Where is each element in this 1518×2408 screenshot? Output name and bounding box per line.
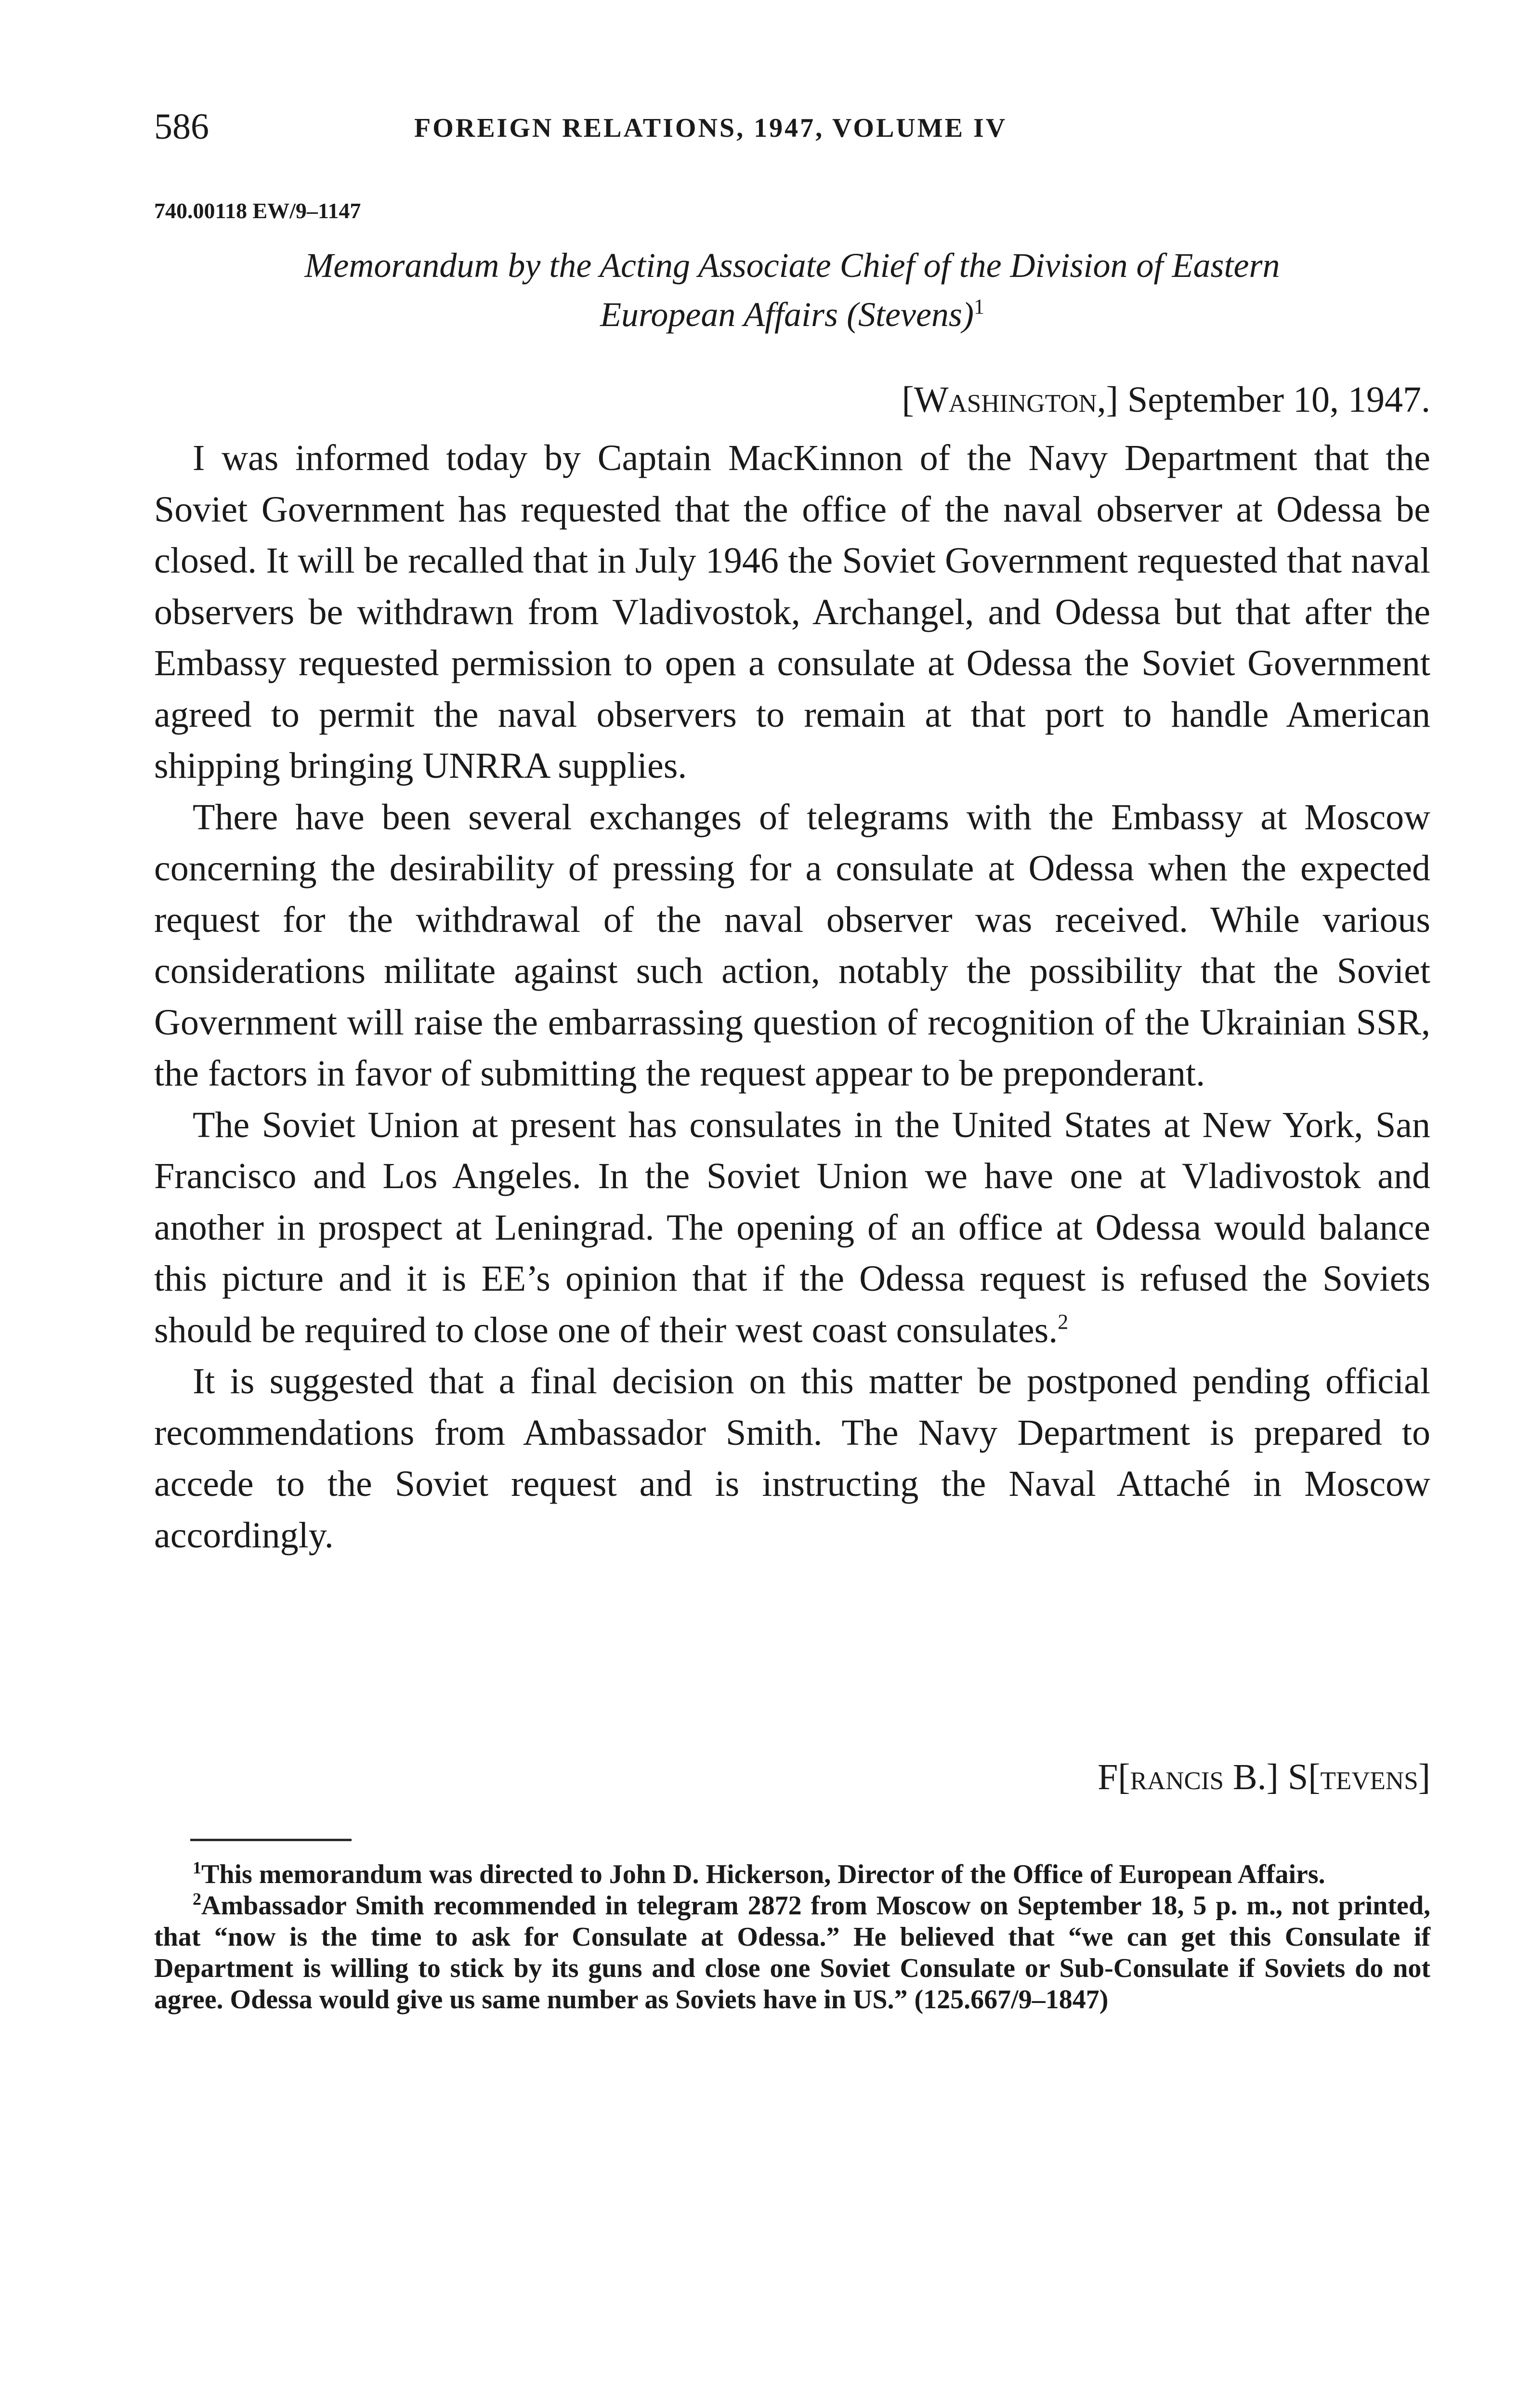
footnote-item [154,1859,1430,1890]
dateline-place: Washington [914,380,1097,420]
dateline-bracket: [ [902,380,914,420]
footnote-ref-1: 1 [973,295,984,318]
document-title [154,241,1430,339]
body-paragraph: There have been several exchanges of telegrams with the Embassy at Moscow concerning the desirability of pressing for a consulate at Odessa when the expected request for the withdrawal of the naval observer was received. While various considerations militate against such action, notably the possibility that the Soviet Government will raise the embarrassing question of recognition of the Ukrainian SSR, the factors in favor of submitting the request appear to be preponderant. [154,797,1430,1094]
memorandum-body [154,432,1430,1561]
footnote-text: This memorandum was directed to John D. Hickerson, Director of the Office of European Affairs. [201,1859,1325,1889]
footnote-text: Ambassador Smith recommended in telegram 2872 from Moscow on September 18, 5 p. m., not printed, that “now is the time to ask for Consulate at Odessa.” He believed that “we can get this Consulate if Department is willing to stick by its guns and close one Soviet Consulate or Sub-Consulate if Soviets do not agree. Odessa would give us same number as Soviets have in US.” (125.667/9–1847) [154,1891,1430,2015]
footnote-marker: 2 [193,1889,201,1909]
page-header [154,105,1426,148]
footnotes [154,1859,1430,2015]
page-number: 586 [154,106,209,147]
dateline [154,376,1430,424]
title-line-1: Memorandum by the Acting Associate Chief of the Division of Eastern [304,246,1280,285]
body-paragraph: I was informed today by Captain MacKinnon of the Navy Department that the Soviet Government has requested that the office of the naval observer at Odessa be closed. It will be recalled that in July 1946 the Soviet Government requested that naval observers be withdrawn from Vladivostok, Archangel, and Odessa but that after the Embassy requested permission to open a consulate at Odessa the Soviet Government agreed to permit the naval observers to remain at that port to handle American shipping bringing UNRRA supplies. [154,438,1430,786]
footnote-ref-2: 2 [1058,1309,1069,1334]
footnote-marker: 1 [193,1858,201,1877]
running-head: FOREIGN RELATIONS, 1947, VOLUME IV [414,113,1008,143]
signature: F[rancis B.] S[tevens] [1097,1757,1430,1797]
body-paragraph: It is suggested that a final decision on this matter be postponed pending official recommendations from Ambassador Smith. The Navy Department is prepared to accede to the Soviet request and is instructing the Naval Attaché in Moscow accordingly. [154,1361,1430,1556]
dateline-date: ,] September 10, 1947. [1097,380,1430,420]
body-paragraph: The Soviet Union at present has consulates in the United States at New York, San Francisco and Los Angeles. In the Soviet Union we have one at Vladivostok and another in prospect at Leningrad. The opening of an office at Odessa would balance this picture and it is EE’s opinion that if the Odessa request is refused the Soviets should be required to close one of their west coast consulates.$^2$ [154,1104,1430,1350]
title-line-2: European Affairs (Stevens) [600,295,974,334]
footnote-divider [190,1839,352,1841]
footnote-item [154,1890,1430,2015]
file-number: 740.00118 EW/9–1147 [154,198,361,223]
